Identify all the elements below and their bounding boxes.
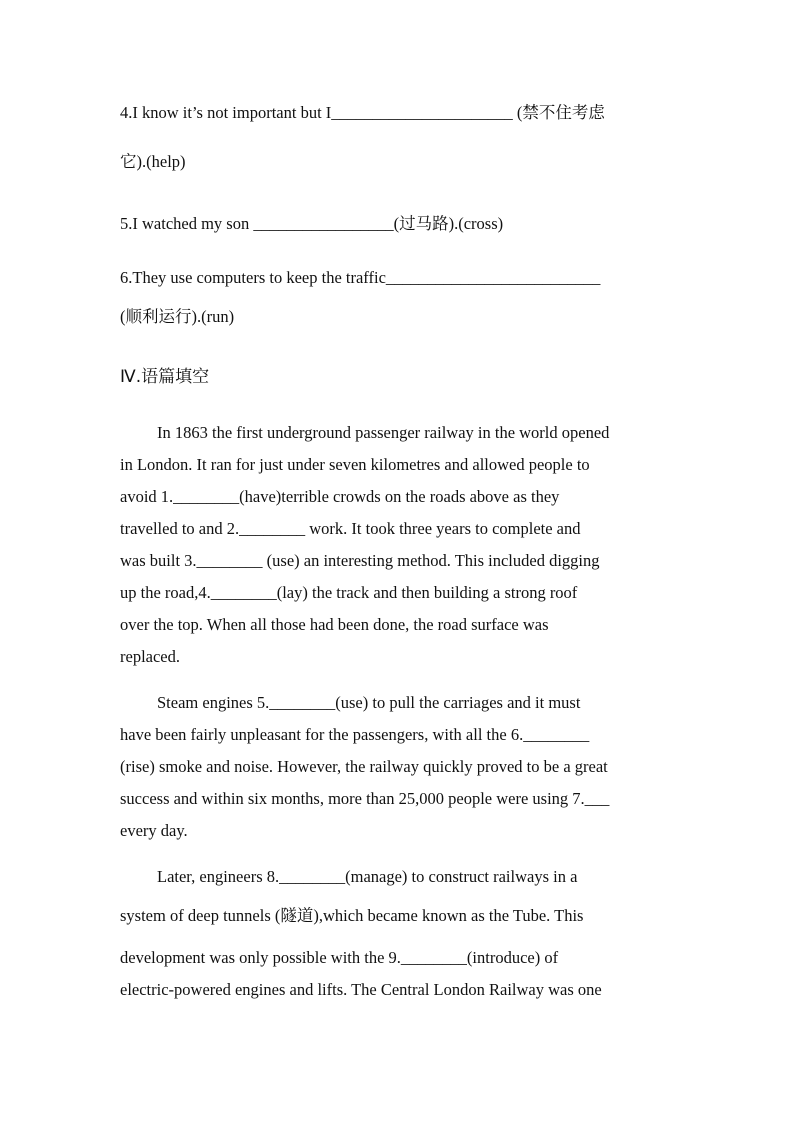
passage-line: (rise) smoke and noise. However, the railway quickly proved to be a great (120, 757, 608, 776)
passage-line: Later, engineers 8.________(manage) to construct railways in a (157, 867, 578, 886)
question-5: 5.I watched my son _________________(过马路).(cross) (120, 214, 504, 233)
passage-line: in London. It ran for just under seven kilometres and allowed people to (120, 455, 590, 474)
passage-line: avoid 1.________(have)terrible crowds on the roads above as they (120, 487, 560, 506)
passage-line: replaced. (120, 647, 180, 666)
question-6-line-1: 6.They use computers to keep the traffic__________________________ (120, 268, 601, 287)
passage-line: development was only possible with the 9.________(introduce) of (120, 948, 559, 967)
passage-line: over the top. When all those had been done, the road surface was (120, 615, 549, 634)
passage-line: electric-powered engines and lifts. The Central London Railway was one (120, 980, 602, 999)
passage-line: success and within six months, more than 25,000 people were using 7.___ (120, 789, 610, 808)
passage-line: Steam engines 5.________(use) to pull the carriages and it must (157, 693, 581, 712)
section-heading: Ⅳ.语篇填空 (120, 367, 210, 387)
question-4-line-1: 4.I know it’s not important but I______________________ (禁不住考虑 (120, 103, 605, 122)
passage-line: up the road,4.________(lay) the track and then building a strong roof (120, 583, 578, 602)
passage-line: travelled to and 2.________ work. It took three years to complete and (120, 519, 581, 538)
question-4-line-2: 它).(help) (120, 152, 186, 171)
passage-line: every day. (120, 821, 188, 840)
passage-line: In 1863 the first underground passenger railway in the world opened (157, 423, 610, 442)
passage-line: was built 3.________ (use) an interesting method. This included digging (120, 551, 600, 570)
passage-line: system of deep tunnels (隧道),which became known as the Tube. This (120, 906, 584, 925)
passage-line: have been fairly unpleasant for the passengers, with all the 6.________ (120, 725, 590, 744)
question-6-line-2: (顺利运行).(run) (120, 307, 235, 326)
